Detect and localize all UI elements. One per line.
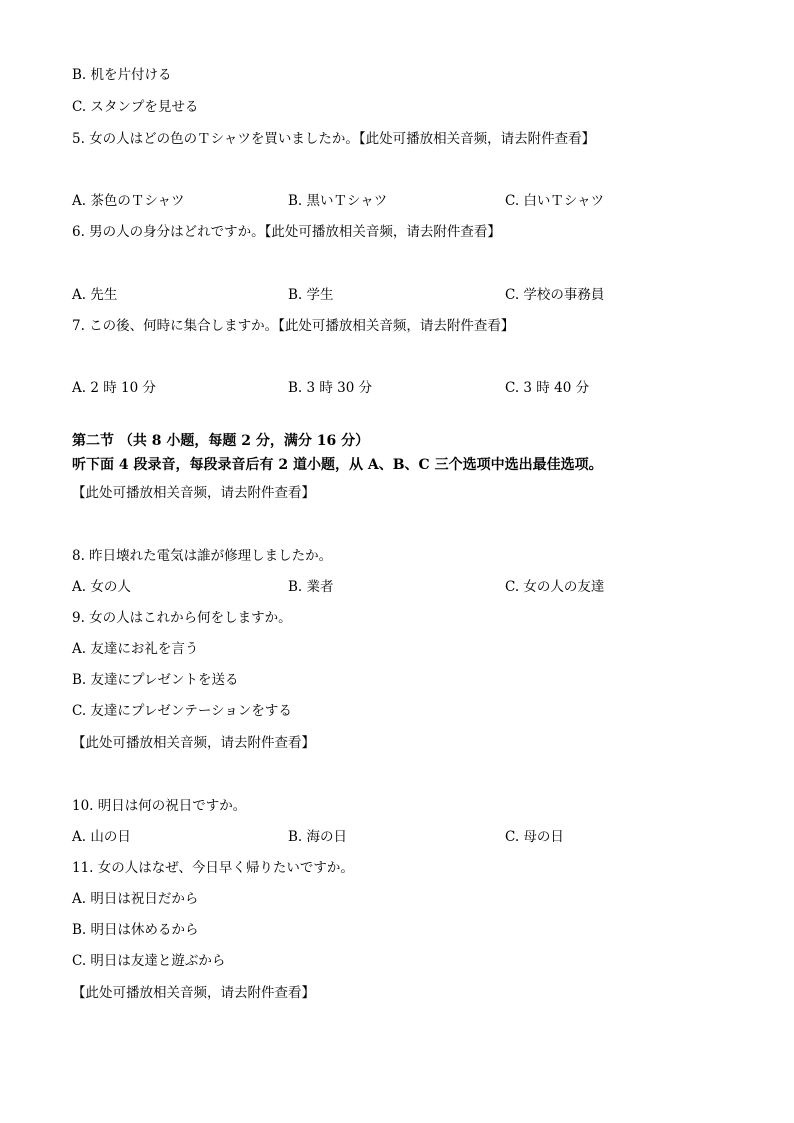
q6-option-b: B. 学生: [288, 287, 334, 303]
question-10: 10. 明日は何の祝日ですか。: [72, 798, 247, 814]
q10-option-c: C. 母の日: [505, 829, 564, 845]
q8-option-b: B. 業者: [288, 579, 334, 595]
q9-option-c: C. 友達にプレゼンテーションをする: [72, 703, 292, 719]
question-8: 8. 昨日壊れた電気は誰が修理しましたか。: [72, 548, 333, 564]
section-2-heading: 第二节 （共 8 小题，每题 2 分，满分 16 分）: [72, 433, 370, 449]
q5-option-a: A. 茶色のＴシャツ: [72, 193, 185, 209]
q5-option-c: C. 白いＴシャツ: [505, 193, 605, 209]
q6-option-c: C. 学校の事務員: [505, 287, 605, 303]
section-2-instruction: 听下面 4 段录音，每段录音后有 2 道小题，从 A、B、C 三个选项中选出最佳选项。: [72, 457, 603, 473]
question-6: 6. 男の人の身分はどれですか。【此处可播放相关音频，请去附件查看】: [72, 224, 501, 240]
q10-option-b: B. 海の日: [288, 829, 348, 845]
question-11: 11. 女の人はなぜ、今日早く帰りたいですか。: [72, 860, 354, 876]
question-7: 7. この後、何時に集合しますか。【此处可播放相关音频，请去附件查看】: [72, 318, 515, 334]
q7-option-b: B. 3 時 30 分: [288, 380, 373, 396]
audio-note: 【此处可播放相关音频，请去附件查看】: [72, 985, 315, 1001]
q8-option-a: A. 女の人: [72, 579, 131, 595]
q7-option-a: A. 2 時 10 分: [72, 380, 156, 396]
option-b-prev: B. 机を片付ける: [72, 67, 172, 83]
q11-option-c: C. 明日は友達と遊ぶから: [72, 953, 226, 969]
audio-note: 【此处可播放相关音频，请去附件查看】: [72, 485, 315, 501]
q8-option-c: C. 女の人の友達: [505, 579, 605, 595]
question-5: 5. 女の人はどの色のＴシャツを買いましたか。【此处可播放相关音频，请去附件查看】: [72, 131, 596, 147]
question-9: 9. 女の人はこれから何をしますか。: [72, 610, 292, 626]
q7-option-c: C. 3 時 40 分: [505, 380, 590, 396]
q9-option-b: B. 友達にプレゼントを送る: [72, 672, 239, 688]
q9-option-a: A. 友達にお礼を言う: [72, 641, 199, 657]
q11-option-a: A. 明日は祝日だから: [72, 891, 199, 907]
q11-option-b: B. 明日は休めるから: [72, 922, 199, 938]
q10-option-a: A. 山の日: [72, 829, 131, 845]
audio-note: 【此处可播放相关音频，请去附件查看】: [72, 735, 315, 751]
q5-option-b: B. 黒いＴシャツ: [288, 193, 388, 209]
option-c-prev: C. スタンプを見せる: [72, 99, 199, 115]
q6-option-a: A. 先生: [72, 287, 118, 303]
